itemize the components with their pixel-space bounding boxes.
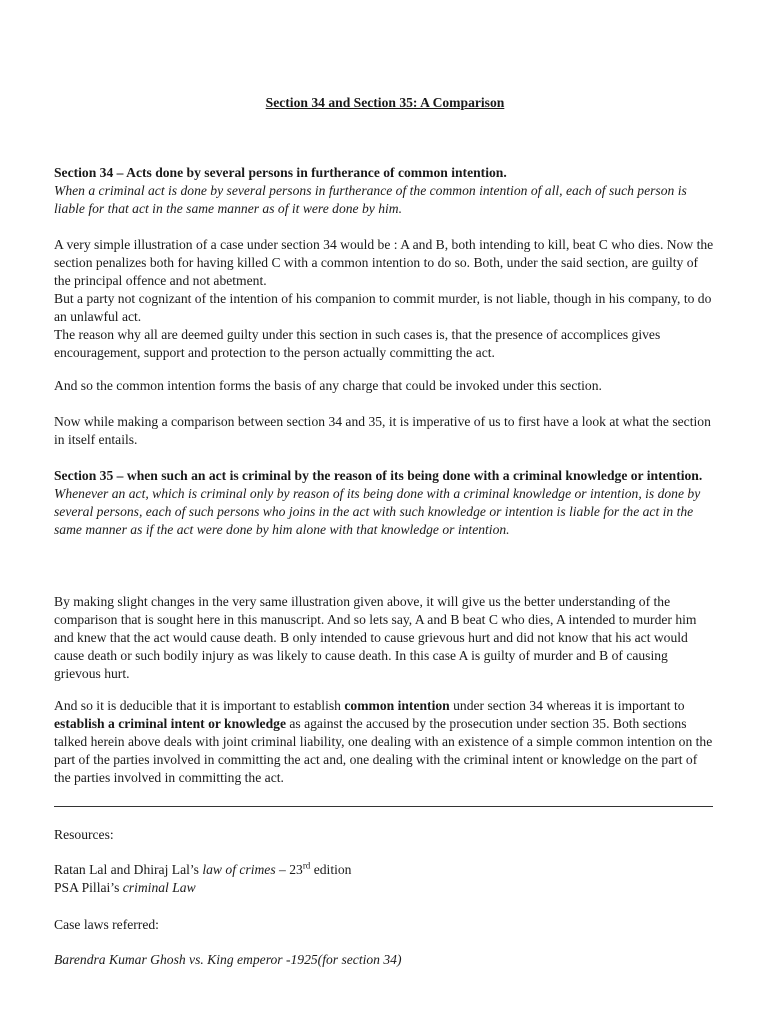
resources-label (54, 826, 716, 844)
divider (54, 806, 713, 807)
conclusion-paragraph (54, 697, 716, 787)
ref1-sup: rd (302, 860, 311, 871)
case-laws-list (54, 951, 716, 969)
ref1-title: law of crimes (202, 862, 276, 877)
section-34-quote: When a criminal act is done by several persons in furtherance of the common intention of all, each of such person is liable for that act in the same manner as of it were done by him. (54, 183, 687, 216)
section-34-heading: Section 34 – Acts done by several persons in furtherance of common intention. (54, 165, 507, 180)
section-35-quote: Whenever an act, which is criminal only by reason of its being done with a criminal knowledge or intention, is done by several persons, each of such persons who joins in the act with such knowledge or intention is liable for the act in the same manner as if the act were done by him alone with that knowledge or intention. (54, 486, 701, 537)
conclusion-text-1: And so it is deducible that it is important to establish (54, 698, 345, 713)
ref2-prefix: PSA Pillai’s (54, 880, 123, 895)
conclusion-text-2: under section 34 whereas it is important to (449, 698, 685, 713)
ref1-prefix: Ratan Lal and Dhiraj Lal’s (54, 862, 203, 877)
conclusion-bold-2: establish a criminal intent or knowledge (54, 716, 286, 731)
case-law-item: Barendra Kumar Ghosh vs. King emperor -1925(for section 34) (54, 952, 402, 967)
section-34-illustration: A very simple illustration of a case under section 34 would be : A and B, both intending to kill, beat C who dies. Now the section penalizes both for having killed C with a common intention to do so. Both, under the said section, are guilty of the principal offence and not abetment. (54, 237, 714, 288)
conclusion-text-3: as against the accused by the prosecution under section 35. Both sections talked herein above deals with joint criminal liability, one dealing with an existence of a simple common intention on the part of the parties involved in committing the act and, one dealing with the criminal intent or knowledge on the part of the parties involved in committing the act. (54, 716, 713, 785)
illustration-paragraph: By making slight changes in the very same illustration given above, it will give us the better understanding of the comparison that is sought here in this manuscript. And so lets say, A and B beat C who dies, A intended to murder him and knew that the act would cause death. B only intended to cause grievous hurt and did not know that his act would cause death or such bodily injury as was likely to cause death. In this case A is guilty of murder and B of causing grievous hurt. (54, 594, 697, 681)
ref1-suffix: edition (310, 862, 352, 877)
section-34-block (54, 164, 716, 218)
document-page (54, 0, 716, 1024)
conclusion-block (54, 697, 716, 787)
ref2-title: criminal Law (122, 880, 196, 895)
case-laws-label (54, 916, 716, 934)
resource-item-1 (54, 861, 716, 879)
section-34-reason: The reason why all are deemed guilty under this section in such cases is, that the presence of accomplices gives encouragement, support and protection to the person actually committing the act. (54, 327, 661, 360)
resources-list (54, 861, 716, 897)
comparison-paragraph: Now while making a comparison between section 34 and 35, it is imperative of us to first have a look at what the section in itself entails. (54, 414, 711, 447)
page-title: Section 34 and Section 35: A Comparison (265, 95, 505, 110)
section-35-heading: Section 35 – when such an act is criminal by the reason of its being done with a criminal knowledge or intention. (54, 468, 703, 483)
basis-paragraph: And so the common intention forms the basis of any charge that could be invoked under this section. (54, 378, 602, 393)
comparison-intro (54, 413, 716, 449)
resource-item-2 (54, 879, 716, 897)
case-laws-heading: Case laws referred: (54, 917, 159, 932)
ref1-mid: – 23 (275, 862, 303, 877)
section-35-block (54, 467, 716, 539)
conclusion-bold-1: common intention (344, 698, 450, 713)
section-34-basis (54, 377, 716, 395)
section-34-not-liable: But a party not cognizant of the intention of his companion to commit murder, is not liable, though in his company, to do an unlawful act. (54, 291, 712, 324)
resources-heading: Resources: (54, 827, 114, 842)
section-35-illustration (54, 593, 716, 683)
section-34-discussion (54, 236, 716, 362)
